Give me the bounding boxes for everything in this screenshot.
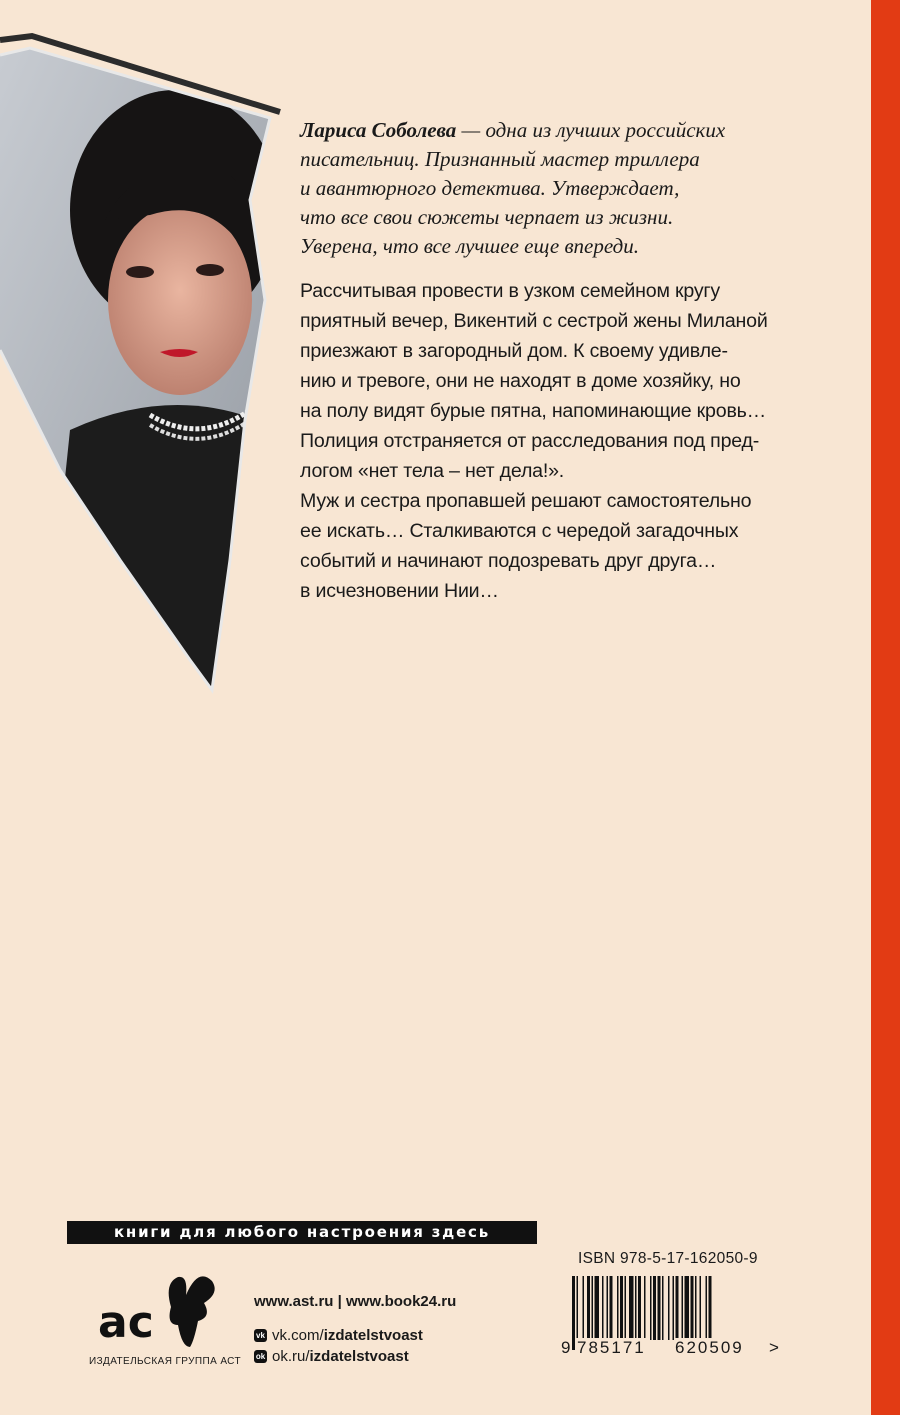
tagline-banner: книги для любого настроения здесь — [67, 1221, 537, 1244]
barcode-bar — [625, 1276, 627, 1340]
barcode-bar — [658, 1276, 661, 1340]
barcode-digit-first: 9 — [561, 1338, 571, 1357]
barcode-bar — [685, 1276, 690, 1340]
barcode-bar — [592, 1276, 594, 1340]
barcode-bar — [673, 1276, 675, 1340]
ok-link[interactable]: ok ok.ru/ izdatelstvoast — [255, 1348, 409, 1365]
barcode-bar — [620, 1276, 623, 1340]
blurb-line: логом «нет тела – нет дела!». — [300, 460, 565, 482]
barcode-bar — [595, 1276, 600, 1340]
blurb-line: Рассчитывая провести в узком семейном кругу — [300, 280, 720, 302]
blurb-line: Полиция отстраняется от расследования под пред- — [300, 430, 760, 452]
barcode-quiet-mark: > — [769, 1338, 779, 1357]
barcode-bar — [662, 1276, 664, 1340]
barcode-bar — [653, 1276, 656, 1340]
barcode-bar — [668, 1276, 670, 1340]
blurb-line: нию и тревоге, они не находят в доме хозяйку, но — [300, 370, 741, 392]
barcode-bar — [607, 1276, 609, 1340]
barcode-digits-right: 620509 — [675, 1338, 744, 1357]
barcode-bar — [629, 1276, 634, 1340]
bio-line-2: писательниц. Признанный мастер триллера — [300, 147, 700, 171]
bio-line-5: Уверена, что все лучшее еще впереди. — [300, 234, 640, 258]
barcode-bar — [650, 1276, 652, 1340]
author-photo — [0, 0, 300, 720]
blurb-line: Муж и сестра пропавшей решают самостоятельно — [300, 490, 752, 512]
publisher-imprint: ИЗДАТЕЛЬСКАЯ ГРУППА АСТ — [89, 1356, 241, 1367]
barcode-bar — [695, 1276, 697, 1340]
barcode-bar — [572, 1276, 575, 1350]
vk-icon: vk — [254, 1329, 267, 1342]
barcode-bar — [583, 1276, 585, 1340]
blurb-line: приятный вечер, Викентий с сестрой жены Миланой — [300, 310, 768, 332]
barcode-bar — [676, 1276, 679, 1340]
barcode-bar — [691, 1276, 694, 1340]
bio-line-1: Лариса Соболева — одна из лучших российских — [300, 118, 726, 142]
barcode-bar — [706, 1276, 708, 1340]
book-blurb — [300, 276, 770, 606]
barcode-bar — [602, 1276, 604, 1340]
blurb-line: на полу видят бурые пятна, напоминающие кровь… — [300, 400, 767, 422]
blurb-line: ее искать… Сталкиваются с чередой загадочных — [300, 520, 739, 542]
barcode-digits-left: 785171 — [577, 1338, 646, 1357]
logo-text: ас — [98, 1297, 154, 1348]
blurb-line: приезжают в загородный дом. К своему удивле- — [300, 340, 728, 362]
barcode-bar — [610, 1276, 613, 1340]
barcode-bar — [587, 1276, 590, 1340]
blurb-line: в исчезновении Нии… — [300, 580, 499, 602]
barcode-bar — [700, 1276, 702, 1340]
publisher-websites[interactable]: www.ast.ru | www.book24.ru — [254, 1293, 457, 1310]
barcode-bar — [682, 1276, 684, 1340]
barcode-bar — [617, 1276, 619, 1340]
barcode-bar — [635, 1276, 637, 1340]
author-bio — [300, 116, 770, 261]
bio-line-4: что все свои сюжеты черпает из жизни. — [300, 205, 674, 229]
vk-link[interactable]: vk vk.com/ izdatelstvoast — [254, 1327, 423, 1344]
barcode-bar — [638, 1276, 641, 1340]
bio-line-3: и авантюрного детектива. Утверждает, — [300, 176, 680, 200]
spine-stripe — [871, 0, 900, 1415]
ok-icon: ok — [255, 1352, 266, 1361]
author-name: Лариса Соболева — [300, 118, 457, 142]
blurb-line: событий и начинают подозревать друг друга… — [300, 550, 717, 572]
isbn-label: ISBN 978-5-17-162050-9 — [578, 1250, 758, 1267]
